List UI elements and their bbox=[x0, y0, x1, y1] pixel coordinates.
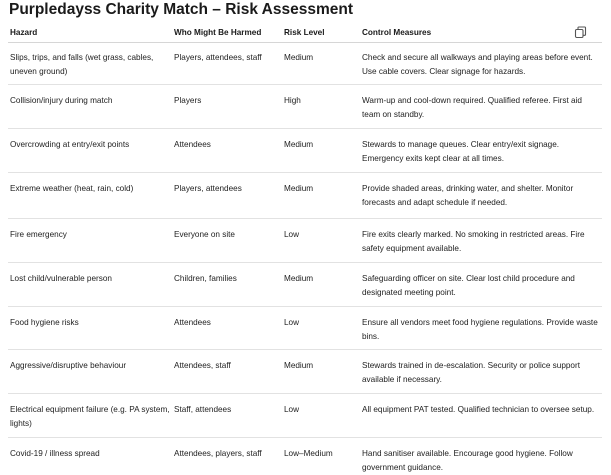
cell-who: Attendees bbox=[174, 140, 211, 149]
table-row bbox=[8, 394, 602, 438]
cell-who: Players, attendees bbox=[174, 184, 242, 193]
cell-risk: Medium bbox=[284, 184, 314, 193]
cell-risk: Low bbox=[284, 405, 300, 414]
cell-control: Ensure all vendors meet food hygiene regulations. Provide waste bins. bbox=[362, 318, 598, 341]
header-hazard: Hazard bbox=[10, 28, 38, 37]
table-row bbox=[8, 263, 602, 307]
table-row bbox=[8, 42, 602, 85]
cell-who: Attendees, players, staff bbox=[174, 449, 262, 458]
cell-who: Children, families bbox=[174, 274, 237, 283]
cell-control: Fire exits clearly marked. No smoking in restricted areas. Fire safety equipment available. bbox=[362, 230, 585, 253]
cell-who: Players bbox=[174, 96, 202, 105]
cell-who: Everyone on site bbox=[174, 230, 235, 239]
header-who: Who Might Be Harmed bbox=[174, 28, 262, 37]
cell-risk: Medium bbox=[284, 274, 314, 283]
table-header bbox=[8, 22, 602, 43]
cell-hazard: Aggressive/disruptive behaviour bbox=[10, 361, 127, 370]
cell-risk: Low bbox=[284, 230, 300, 239]
cell-who: Staff, attendees bbox=[174, 405, 232, 414]
cell-risk: Low–Medium bbox=[284, 449, 333, 458]
page-title: Purpledayss Charity Match – Risk Assessment bbox=[9, 1, 354, 18]
cell-risk: Low bbox=[284, 318, 300, 327]
header-risk: Risk Level bbox=[284, 28, 325, 37]
cell-hazard: Covid-19 / illness spread bbox=[10, 449, 100, 458]
cell-hazard: Collision/injury during match bbox=[10, 96, 113, 105]
cell-risk: High bbox=[284, 96, 301, 105]
cell-control: Warm-up and cool-down required. Qualified referee. First aid team on standby. bbox=[362, 96, 582, 119]
cell-who: Attendees bbox=[174, 318, 211, 327]
cell-hazard: Electrical equipment failure (e.g. PA system, lights) bbox=[10, 405, 170, 428]
cell-who: Attendees, staff bbox=[174, 361, 231, 370]
cell-hazard: Fire emergency bbox=[10, 230, 67, 239]
cell-control: Stewards to manage queues. Clear entry/exit signage. Emergency exits kept clear at all times. bbox=[362, 140, 560, 163]
table-row bbox=[8, 219, 602, 263]
cell-control: Provide shaded areas, drinking water, and shelter. Monitor forecasts and adapt schedule if needed. bbox=[362, 184, 574, 207]
cell-who: Players, attendees, staff bbox=[174, 53, 262, 62]
cell-hazard: Extreme weather (heat, rain, cold) bbox=[10, 184, 134, 193]
table-row bbox=[8, 438, 602, 472]
cell-hazard: Overcrowding at entry/exit points bbox=[10, 140, 130, 149]
cell-control: Safeguarding officer on site. Clear lost child procedure and designated meeting point. bbox=[362, 274, 575, 297]
cell-control: All equipment PAT tested. Qualified technician to oversee setup. bbox=[362, 405, 595, 414]
table-row bbox=[8, 85, 602, 129]
cell-hazard: Lost child/vulnerable person bbox=[10, 274, 112, 283]
header-control: Control Measures bbox=[362, 28, 432, 37]
cell-control: Check and secure all walkways and playing areas before event. Use cable covers. Clear signage for hazards. bbox=[362, 53, 593, 76]
table-row bbox=[8, 350, 602, 394]
table-row bbox=[8, 173, 602, 219]
cell-control: Hand sanitiser available. Encourage good hygiene. Follow government guidance. bbox=[362, 449, 573, 472]
cell-risk: Medium bbox=[284, 140, 314, 149]
cell-hazard: Slips, trips, and falls (wet grass, cables, uneven ground) bbox=[10, 53, 154, 76]
table-row bbox=[8, 307, 602, 350]
cell-control: Stewards trained in de-escalation. Security or police support available if necessary. bbox=[362, 361, 580, 384]
cell-hazard: Food hygiene risks bbox=[10, 318, 79, 327]
table-row bbox=[8, 129, 602, 173]
cell-risk: Medium bbox=[284, 53, 314, 62]
cell-risk: Medium bbox=[284, 361, 314, 370]
